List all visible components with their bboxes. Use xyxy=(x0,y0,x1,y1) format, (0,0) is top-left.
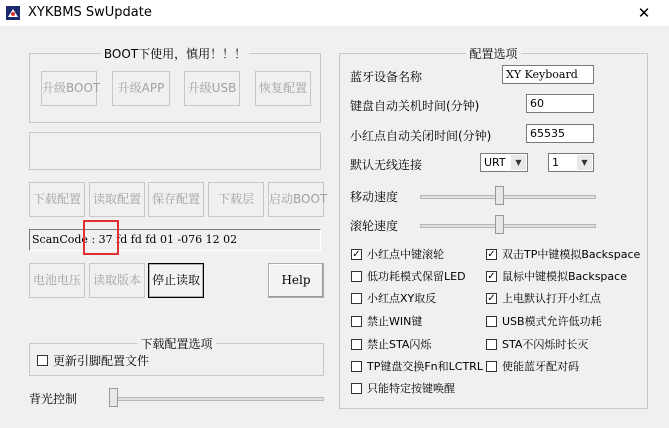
scroll-speed-slider-thumb[interactable] xyxy=(495,215,504,234)
checkmark-icon: ✓ xyxy=(487,248,496,260)
config-checkbox-label: 鼠标中键模拟Backspace xyxy=(502,270,627,283)
stop-read-button[interactable]: 停止读取 xyxy=(148,263,204,298)
scancode-display xyxy=(29,229,321,251)
auto-off-input[interactable]: 60 xyxy=(526,94,594,113)
help-button[interactable]: Help xyxy=(268,263,324,298)
config-checkbox[interactable] xyxy=(351,380,455,396)
wireless-slot-value: 1 xyxy=(552,156,559,169)
status-box xyxy=(29,132,321,170)
checkbox-box xyxy=(486,339,497,350)
upgrade-boot-button[interactable]: 升级BOOT xyxy=(41,71,97,106)
update-pin-config-label: 更新引脚配置文件 xyxy=(53,354,150,368)
config-checkbox[interactable] xyxy=(351,246,444,262)
config-checkbox-label: USB模式允许低功耗 xyxy=(502,315,602,328)
window-title: XYKBMS SwUpdate xyxy=(28,5,152,20)
move-speed-slider-thumb[interactable] xyxy=(495,186,504,205)
download-options-legend: 下载配置选项 xyxy=(140,337,213,351)
wireless-mode-value: URT xyxy=(484,156,506,169)
download-config-button[interactable]: 下载配置 xyxy=(29,182,85,217)
config-checkbox-label: 禁止WIN键 xyxy=(367,315,423,328)
app-icon xyxy=(5,5,21,21)
config-checkbox-label: 低功耗模式保留LED xyxy=(367,270,466,283)
start-boot-button[interactable]: 启动BOOT xyxy=(268,182,324,217)
chevron-down-icon: ▼ xyxy=(511,155,526,170)
scroll-speed-label: 滚轮速度 xyxy=(350,219,399,233)
dot-off-input[interactable]: 65535 xyxy=(526,124,594,143)
scancode-label: ScanCode xyxy=(32,233,88,246)
config-checkbox[interactable] xyxy=(486,336,588,352)
checkbox-box xyxy=(486,361,497,372)
config-checkbox-label: TP键盘交换Fn和LCTRL xyxy=(367,360,483,373)
auto-off-label: 键盘自动关机时间(分钟) xyxy=(350,99,480,113)
upgrade-usb-button[interactable]: 升级USB xyxy=(184,71,240,106)
move-speed-label: 移动速度 xyxy=(350,190,399,204)
config-group-legend: 配置选项 xyxy=(469,47,518,61)
move-speed-slider-track xyxy=(420,195,596,199)
backlight-slider-track xyxy=(112,397,324,401)
scancode-value: : 37 fd fd fd 01 -076 12 02 xyxy=(91,233,238,246)
config-checkbox[interactable] xyxy=(351,358,483,374)
checkbox-box xyxy=(351,339,362,350)
restore-config-button[interactable]: 恢复配置 xyxy=(255,71,311,106)
config-checkbox-label: 小红点XY取反 xyxy=(367,292,437,305)
upgrade-app-button[interactable]: 升级APP xyxy=(112,71,170,106)
config-checkbox[interactable] xyxy=(351,268,466,284)
close-button[interactable]: ✕ xyxy=(637,4,651,22)
checkbox-box xyxy=(37,355,48,366)
checkbox-box xyxy=(351,316,362,327)
dot-off-label: 小红点自动关闭时间(分钟) xyxy=(350,129,492,143)
download-layer-button[interactable]: 下载层 xyxy=(208,182,264,217)
backlight-slider-thumb[interactable] xyxy=(109,388,118,407)
chevron-down-icon: ▼ xyxy=(577,155,592,170)
update-pin-config-checkbox[interactable] xyxy=(37,352,149,369)
save-config-button[interactable]: 保存配置 xyxy=(148,182,204,217)
config-checkbox-label: STA不闪烁时长灭 xyxy=(502,338,589,351)
checkbox-box xyxy=(351,271,362,282)
checkbox-box xyxy=(351,293,362,304)
scroll-speed-slider-track xyxy=(420,224,596,228)
config-checkbox-label: 禁止STA闪烁 xyxy=(367,338,432,351)
checkbox-box xyxy=(351,383,362,394)
config-checkbox-label: 小红点中键滚轮 xyxy=(367,248,444,261)
wireless-mode-select[interactable] xyxy=(480,153,528,172)
read-version-button[interactable]: 读取版本 xyxy=(89,263,145,298)
wireless-slot-select[interactable] xyxy=(548,153,594,172)
checkbox-box xyxy=(351,361,362,372)
checkmark-icon: ✓ xyxy=(352,248,361,260)
config-checkbox[interactable] xyxy=(486,313,602,329)
battery-voltage-button[interactable]: 电池电压 xyxy=(29,263,85,298)
boot-group-legend: BOOT下使用，慎用！！！ xyxy=(103,47,247,61)
config-checkbox-label: 使能蓝牙配对码 xyxy=(502,360,579,373)
config-checkbox[interactable] xyxy=(351,290,436,306)
config-checkbox-label: 双击TP中键模拟Backspace xyxy=(502,248,641,261)
config-checkbox-label: 上电默认打开小红点 xyxy=(502,292,601,305)
config-checkbox-label: 只能特定按键唤醒 xyxy=(367,382,455,395)
bt-name-input[interactable]: XY Keyboard xyxy=(502,65,594,84)
read-config-button[interactable]: 读取配置 xyxy=(89,182,145,217)
config-checkbox[interactable] xyxy=(486,358,579,374)
config-checkbox[interactable] xyxy=(486,290,601,306)
config-checkbox[interactable] xyxy=(351,336,431,352)
highlight-box xyxy=(83,220,119,255)
config-checkbox[interactable] xyxy=(351,313,422,329)
backlight-label: 背光控制 xyxy=(29,392,78,406)
bt-name-label: 蓝牙设备名称 xyxy=(350,70,423,84)
default-wireless-label: 默认无线连接 xyxy=(350,158,423,172)
config-checkbox[interactable] xyxy=(486,268,627,284)
checkmark-icon: ✓ xyxy=(487,292,496,304)
checkbox-box xyxy=(486,316,497,327)
checkmark-icon: ✓ xyxy=(487,270,496,282)
config-checkbox[interactable] xyxy=(486,246,640,262)
